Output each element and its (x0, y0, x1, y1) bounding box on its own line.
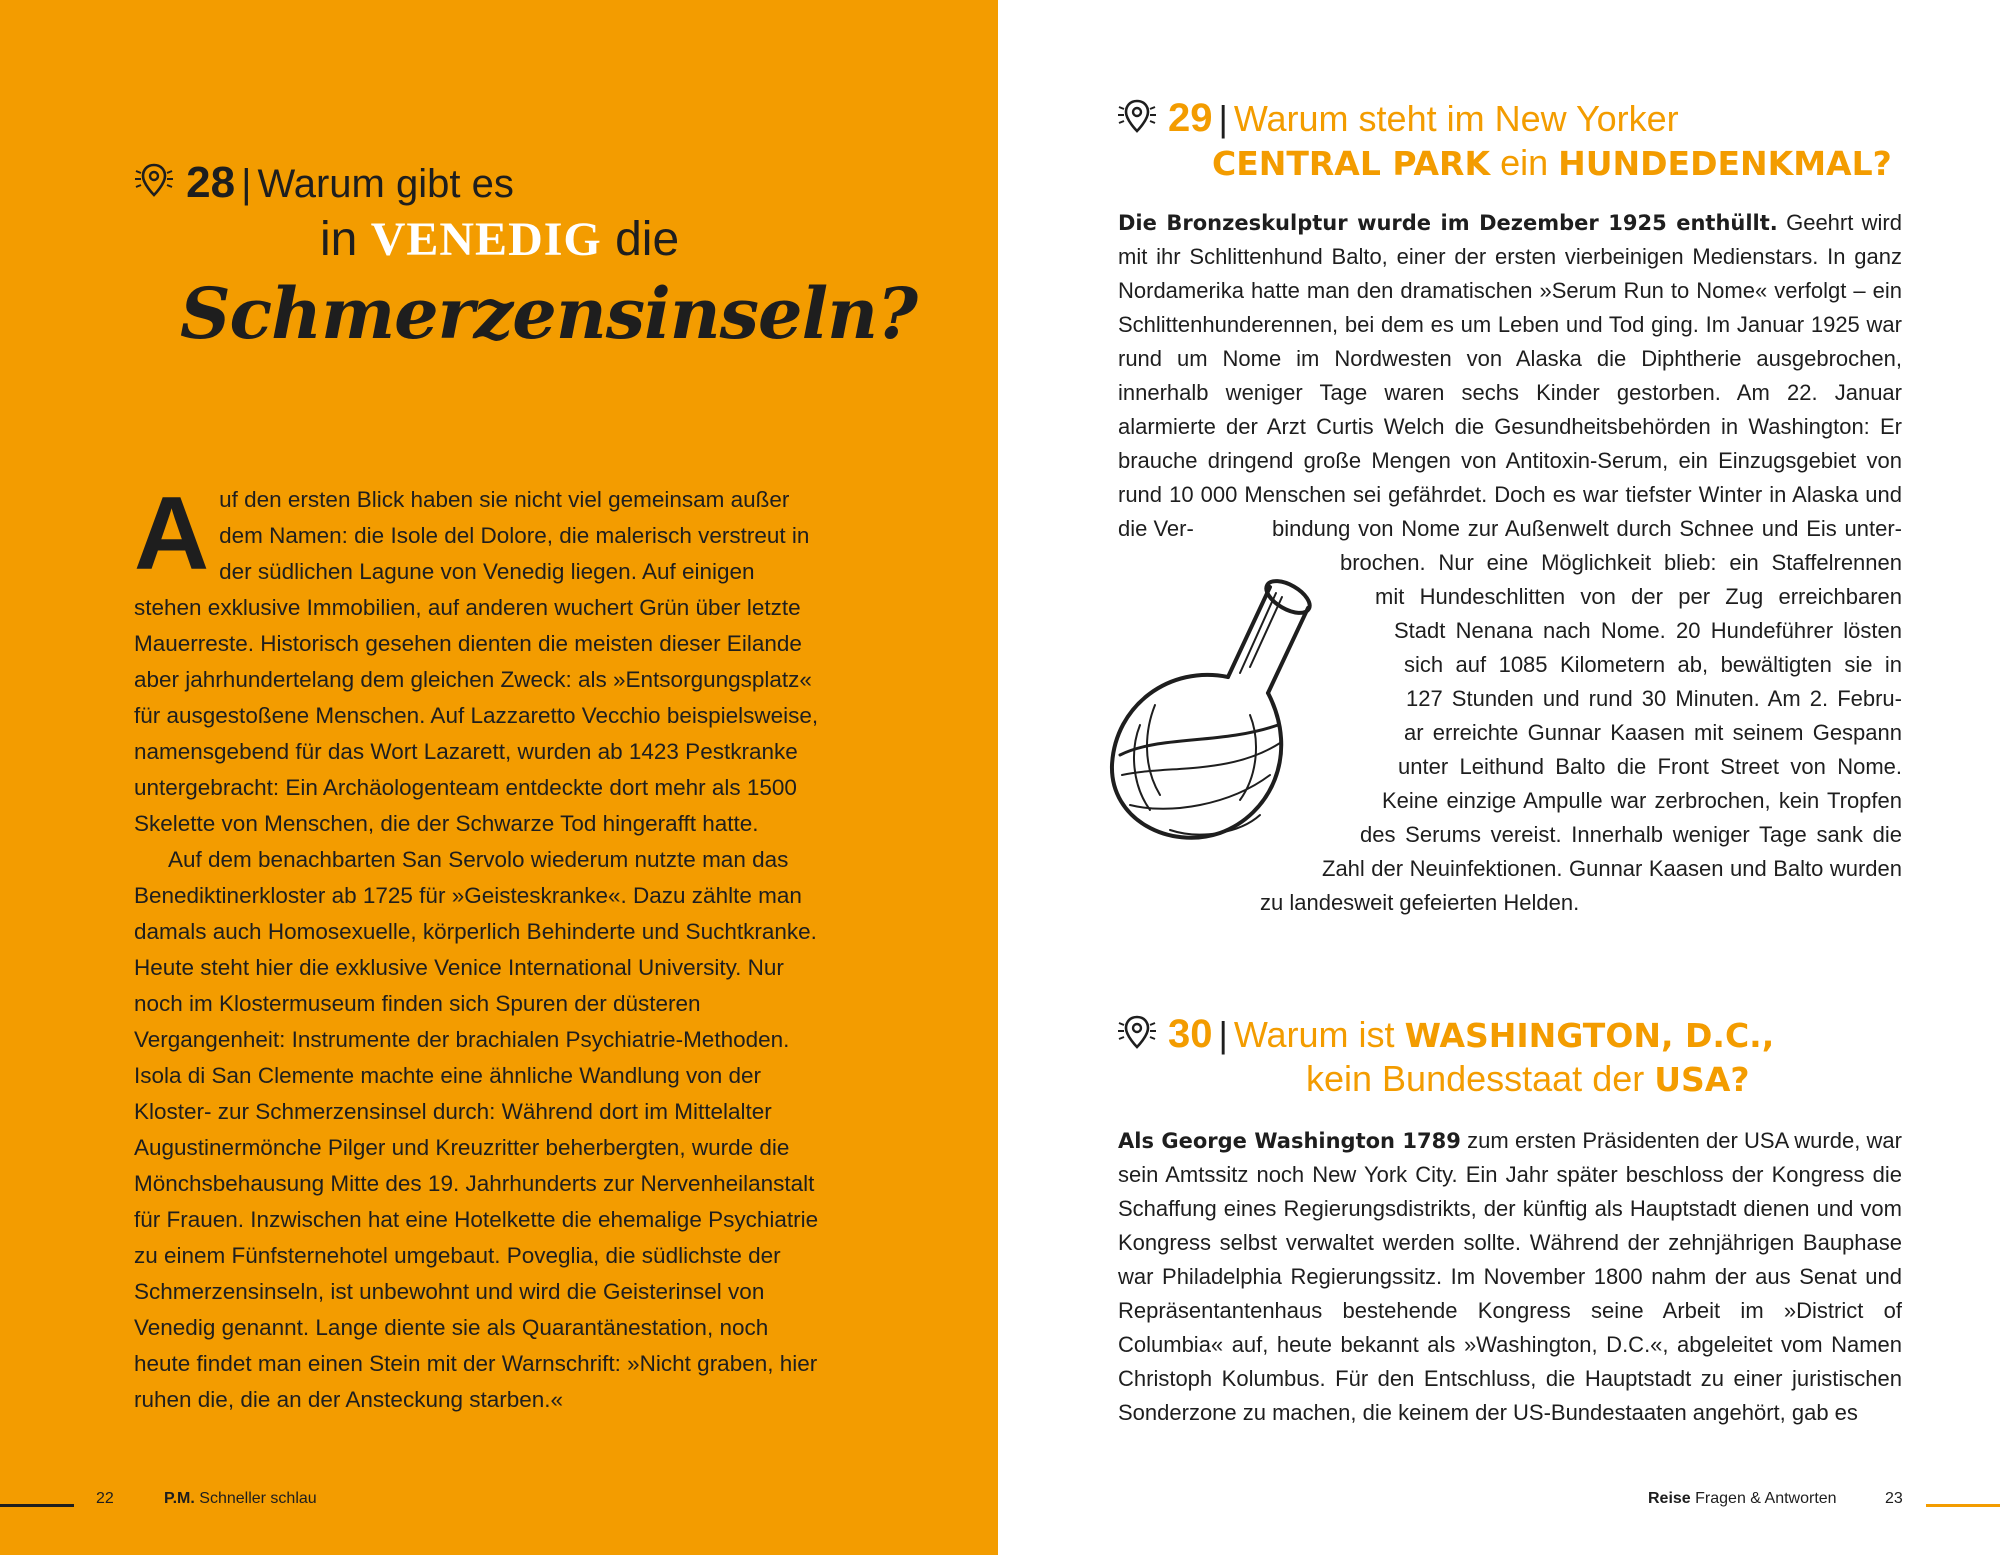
q29-number: 29 (1168, 96, 1213, 140)
q29-text-top: Geehrt wird mit ihr Schlittenhund Balto, einer der ersten vierbeinigen Medienstars. In ganz Nordamerika hatte man den dramatischen »Serum Run to Nome« verfolgt – ein Schlittenhunderennen, bei dem es um Leben und Tod ging. Im Januar 1925 war rund um Nome im Nordwesten von Alaska die Diphtherie ausgebrochen, innerhalb weniger Tage waren sechs Kinder gestorben. Am 22. Januar alarmierte der Arzt Curtis Welch die Gesundheitsbehörden in Washington: Er brauche dringend große Mengen von Antitoxin-Serum, ein Einzugsgebiet von rund 10 000 Menschen sei gefährdet. Doch es war tiefster Winter in Alaska und die Ver- (1118, 210, 1902, 541)
q30-text: zum ersten Präsidenten der USA wurde, war sein Amtssitz noch New York City. Ein Jahr später beschloss der Kongress die Schaffung eines Regierungsdistrikts, der künftig als Hauptstadt dienen und vom Kongress selbst verwaltet werden sollte. Während der zehnjährigen Bauphase war Philadelphia Regierungssitz. Im November 1800 nahm der aus Senat und Repräsentantenhaus bestehende Kongress seine Arbeit im »District of Columbia« auf, heute bekannt als »Washington, D.C.«, abgeleitet vom Namen Christoph Kolumbus. Für den Entschluss, die Hauptstadt zu einer juristischen Sonderzone zu machen, die keinem der US-Bundestaaten angehört, gab es (1118, 1128, 1902, 1425)
q29-lead: Die Bronzeskulptur wurde im Dezember 1925 enthüllt. (1118, 211, 1778, 235)
q29-wrap-line: Stadt Nenana nach Nome. 20 Hundeführer lösten (1394, 618, 1902, 643)
q28-title-in: in (320, 213, 358, 266)
q29-heading-line2 (1212, 142, 1892, 184)
q29-wrap-line: bindung von Nome zur Außenwelt durch Schnee und Eis unter- (1272, 516, 1902, 541)
q29-wrap-line: mit Hundeschlitten von der per Zug erreichbaren (1375, 584, 1902, 609)
footer-left-title (164, 1490, 317, 1508)
q29-wrap-line: zu landesweit gefeierten Helden. (1260, 890, 1580, 915)
q29-wrap-line: sich auf 1085 Kilometern ab, bewältigten sie in (1404, 652, 1902, 677)
q29-wrap-line: Zahl der Neuinfektionen. Gunnar Kaasen und Balto wurden (1322, 856, 1902, 881)
q28-heading-line2 (320, 212, 679, 267)
q30-title-usa: USA? (1654, 1060, 1750, 1099)
q29-wrap-line: unter Leithund Balto die Front Street von Nome. (1398, 754, 1902, 779)
location-pin-icon (133, 161, 175, 211)
footer-right-title (1648, 1490, 1837, 1508)
divider: | (1218, 98, 1228, 139)
q29-title-part1: Warum steht im New Yorker (1233, 98, 1679, 139)
q29-body-top (1118, 206, 1902, 546)
q29-wrap-line: ar erreichte Gunnar Kaasen mit seinem Gespann (1404, 720, 1902, 745)
q29-wrap-line: brochen. Nur eine Möglichkeit blieb: ein Staffelrennen (1340, 550, 1902, 575)
footer-section-title: Fragen & Antworten (1695, 1490, 1837, 1507)
footer-rule-left (0, 1504, 74, 1507)
q30-title-part2: kein Bundesstaat der (1306, 1058, 1645, 1099)
q29-title-hundedenkmal: HUNDEDENKMAL? (1558, 144, 1892, 183)
q30-title-pre: Warum ist (1233, 1014, 1395, 1055)
q28-paragraph-1: uf den ersten Blick haben sie nicht viel gemeinsam außer dem Namen: die Isole del Dolore, die malerisch verstreut in der südlichen Lagune von Venedig liegen. Auf einigen stehen exklusive Immobilien, auf anderen wuchert Grün über letzte Mauerreste. Historisch gesehen dienten die meisten dieser Eilande aber jahrhundertelang dem gleichen Zweck: als »Entsorgungsplatz« für ausgestoßene Menschen. Auf Lazzaretto Vecchio beispielsweise, namensgebend für das Wort Lazarett, wurden ab 1423 Pestkranke untergebracht: Ein Archäologenteam entdeckte dort mehr als 1500 Skelette von Menschen, die der Schwarze Tod hingerafft hatte. (134, 487, 819, 836)
q30-body (1118, 1124, 1902, 1430)
divider: | (241, 162, 252, 206)
footer-rule-right (1926, 1504, 2000, 1507)
q29-title-central-park: CENTRAL PARK (1212, 144, 1491, 183)
q28-number: 28 (186, 158, 236, 207)
q29-heading-line1 (1116, 96, 1679, 146)
q30-number: 30 (1168, 1012, 1213, 1056)
footer-section: Reise (1648, 1490, 1691, 1507)
q28-heading-line3: Schmerzensinseln? (180, 272, 918, 355)
q28-heading-line1 (133, 158, 514, 211)
q30-lead: Als George Washington 1789 (1118, 1129, 1461, 1153)
footer-brand: P.M. (164, 1490, 195, 1507)
page-number-right: 23 (1885, 1490, 1903, 1507)
q28-title-venedig: VENEDIG (370, 213, 602, 266)
q30-heading-line2 (1306, 1058, 1750, 1100)
q28-paragraph-2: Auf dem benachbarten San Servolo wiederum nutzte man das Benediktinerkloster ab 1725 für »Geisteskranke«. Dazu zählte man damals auch Homosexuelle, körperlich Behinderte und Suchtkranke. Heute steht hier die exklusive Venice International University. Nur noch im Klostermuseum finden sich Spuren der düsteren Vergangenheit: Instrumente der brachialen Psychiatrie-Methoden. Isola di San Clemente machte eine ähnliche Wandlung von der Kloster- zur Schmerzensinsel durch: Während dort im Mittelalter Augustinermönche Pilger und Kreuzritter beherbergten, wurde die Mönchsbehausung Mitte des 19. Jahrhunderts zur Nervenheilanstalt für Frauen. Inzwischen hat eine Hotelkette die ehemalige Psychiatrie zu einem Fünfsternehotel umgebaut. Poveglia, die südlichste der Schmerzensinseln, ist unbewohnt und wird die Geisterinsel von Venedig genannt. Lange diente sie als Quarantänestation, noch heute findet man einen Stein mit der Warnschrift: »Nicht graben, hier ruhen die, die an der Ansteckung starben.« (134, 847, 819, 1412)
q29-wrap-line: Keine einzige Ampulle war zerbrochen, kein Tropfen (1382, 788, 1902, 813)
q30-heading-line1 (1116, 1012, 1774, 1062)
q28-title-die: die (615, 213, 680, 266)
location-pin-icon (1116, 1013, 1158, 1062)
q28-body (134, 476, 826, 1418)
q29-title-ein: ein (1500, 142, 1549, 183)
q29-wrap-line: des Serums vereist. Innerhalb weniger Tage sank die (1360, 822, 1902, 847)
flask-illustration (1100, 575, 1330, 855)
drop-cap: A (134, 476, 210, 592)
q29-wrap-line: 127 Stunden und rund 30 Minuten. Am 2. Febru- (1406, 686, 1902, 711)
page-number-left: 22 (96, 1490, 114, 1507)
footer-book-title: Schneller schlau (199, 1490, 317, 1507)
divider: | (1218, 1014, 1228, 1055)
q30-title-washington: WASHINGTON, D.C., (1404, 1016, 1775, 1055)
q28-title-part1: Warum gibt es (257, 162, 514, 206)
location-pin-icon (1116, 97, 1158, 146)
